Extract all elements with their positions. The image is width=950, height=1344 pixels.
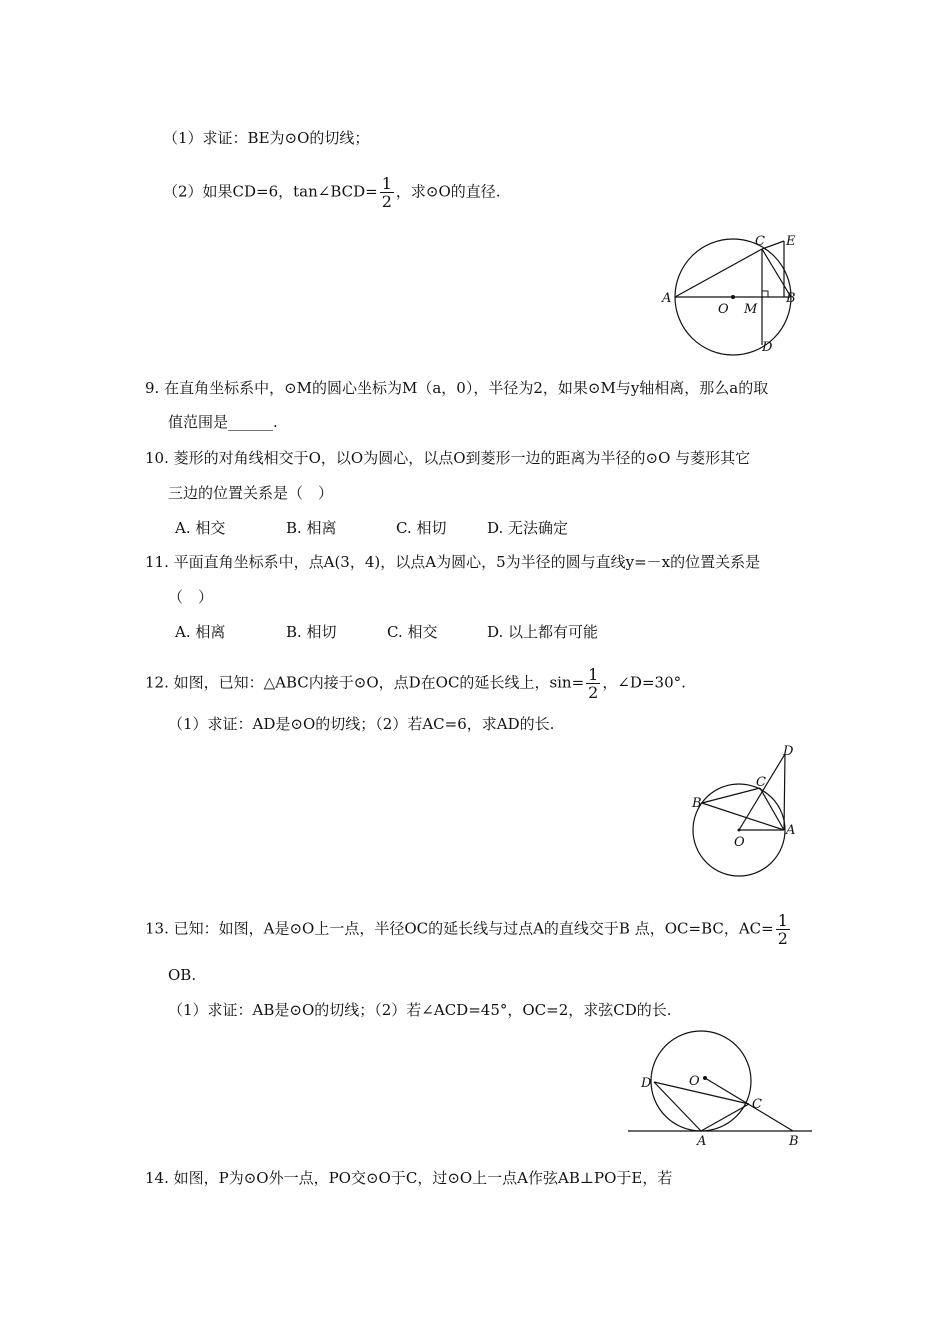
label-c: C [752, 1097, 762, 1112]
label-o: O [689, 1074, 700, 1089]
label-d: D [641, 1076, 652, 1091]
label-c: C [756, 775, 766, 790]
q10-option-b: B. 相离 [286, 519, 337, 537]
center-dot [731, 295, 735, 299]
label-d: D [783, 744, 794, 759]
figure-q12 [688, 742, 808, 882]
figure-q13 [625, 1030, 815, 1155]
q12-line1 [145, 666, 686, 701]
segment-bc [702, 788, 760, 803]
q8-part2 [163, 175, 501, 210]
q12-lead: 12. 如图，已知：△ABC内接于⊙O，点D在OC的延长线上，sin= [145, 673, 585, 692]
q8-part1: （1）求证：BE为⊙O的切线； [163, 129, 370, 147]
center-dot [738, 829, 741, 832]
q10-option-a: A. 相交 [175, 519, 226, 537]
q12-line2: （1）求证：AD是⊙O的切线；（2）若AC=6，求AD的长. [168, 715, 555, 733]
label-a: A [697, 1134, 707, 1149]
label-m: M [744, 302, 758, 317]
q9-line1: 9. 在直角坐标系中，⊙M的圆心坐标为M（a，0），半径为2，如果⊙M与y轴相离，那么a的取 [145, 379, 769, 397]
q13-line2: OB. [168, 966, 197, 984]
center-dot [703, 1076, 707, 1080]
label-b: B [786, 291, 796, 306]
segment-da [784, 754, 785, 830]
segment-ce [762, 241, 784, 249]
q10-line1: 10. 菱形的对角线相交于O，以O为圆心，以点O到菱形一边的距离为半径的⊙O 与菱形其它 [145, 449, 751, 467]
q8-part2-lead: （2）如果CD=6，tan∠BCD= [163, 182, 378, 201]
label-b: B [692, 796, 702, 811]
q13-line1 [145, 912, 792, 947]
chord-ac [701, 1104, 749, 1131]
label-a: A [662, 291, 672, 306]
q13-lead: 13. 已知：如图，A是⊙O上一点，半径OC的延长线与过点A的直线交于B 点，OC=BC，AC= [145, 919, 774, 938]
q12-tail: ，∠D=30°. [602, 673, 686, 692]
q10-option-d: D. 无法确定 [487, 519, 569, 537]
label-o: O [718, 302, 729, 317]
q8-part2-tail: ，求⊙O的直径. [395, 182, 501, 201]
circle-o [651, 1031, 751, 1131]
q10-line2: 三边的位置关系是（ ） [168, 484, 334, 502]
label-a: A [786, 823, 796, 838]
q14-line1: 14. 如图，P为⊙O外一点，PO交⊙O于C，过⊙O上一点A作弦AB⊥PO于E，若 [145, 1169, 673, 1187]
q11-line2: （ ） [168, 588, 214, 606]
q13-line3: （1）求证：AB是⊙O的切线；（2）若∠ACD=45°，OC=2，求弦CD的长. [168, 1001, 672, 1019]
label-b: B [789, 1134, 799, 1149]
figure-q8 [660, 228, 810, 358]
fraction-one-half: $\frac{1}{2}$ [777, 911, 788, 948]
fraction-one-half: $\frac{1}{2}$ [588, 665, 599, 702]
q11-option-d: D. 以上都有可能 [487, 623, 599, 641]
q9-line2: 值范围是______. [168, 413, 278, 431]
chord-dc [654, 1082, 749, 1104]
segment-ba [702, 803, 784, 830]
q11-option-c: C. 相交 [387, 623, 438, 641]
q11-option-b: B. 相切 [286, 623, 337, 641]
label-e: E [786, 234, 796, 249]
right-angle-mark [762, 291, 768, 297]
chord-da [654, 1082, 701, 1131]
chord-ac [675, 249, 762, 297]
fraction-one-half: $\frac{1}{2}$ [381, 174, 392, 211]
label-o: O [734, 835, 745, 850]
label-d: D [762, 340, 773, 355]
segment-cb [762, 249, 791, 297]
q11-line1: 11. 平面直角坐标系中，点A(3，4)，以点A为圆心，5为半径的圆与直线y=－x的位置关系是 [145, 553, 761, 571]
q10-option-c: C. 相切 [396, 519, 447, 537]
q11-option-a: A. 相离 [175, 623, 226, 641]
label-c: C [755, 234, 765, 249]
